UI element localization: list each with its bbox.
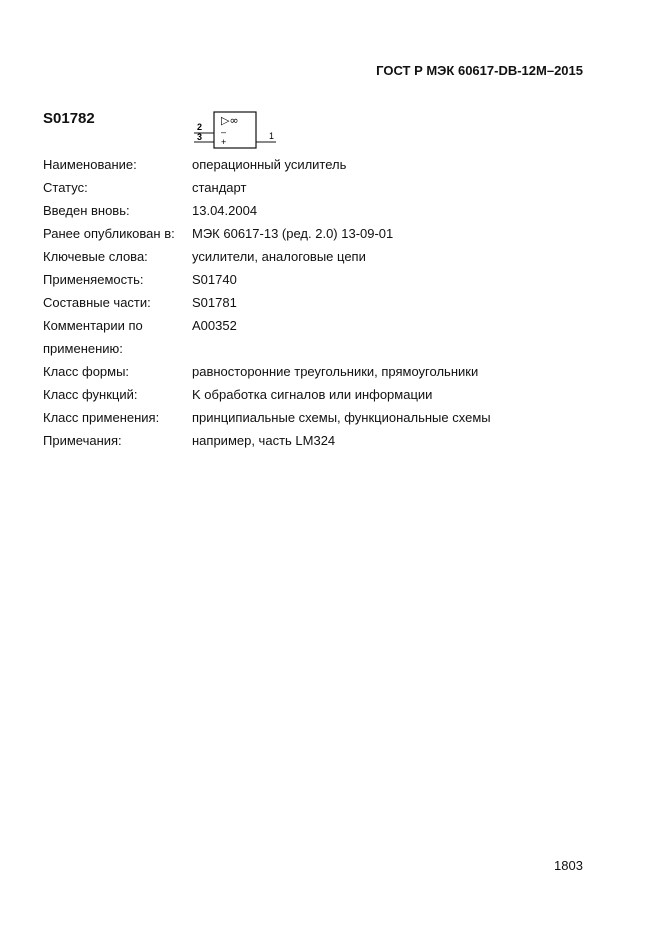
svg-text:+: + — [221, 137, 227, 147]
op-amp-symbol-icon — [190, 108, 285, 153]
svg-text:1: 1 — [269, 131, 275, 141]
svg-text:3: 3 — [197, 132, 203, 142]
document-page: ГОСТ Р МЭК 60617-DB-12M–2015 S01782 ▷∞ – + 2 3 1 Наименование: операционный усилитель Статус: стандарт Введен вновь: 13.04.2004 Ранее опубликован в: МЭК 60617-13 (ред. 2.0) 13-09-01 Ключевые слова: усилители, аналоговые цепи Применяемость: S01740 Составные части: S01781 Комментарии по A00352 применению: Класс формы: равносторонние треугольники, прямоугольники Класс функций: K обработка сигналов или информации Класс применения: принципиальные схемы, функциональные схемы Примечания: например, часть LM324 1803 — [0, 0, 661, 936]
symbol-code: S01782 — [43, 110, 95, 127]
svg-text:2: 2 — [197, 122, 203, 132]
page-number: 1803 — [554, 858, 583, 873]
svg-text:–: – — [221, 127, 227, 137]
standard-header: ГОСТ Р МЭК 60617-DB-12M–2015 — [376, 63, 583, 78]
symbol-function: ▷∞ — [221, 114, 239, 127]
